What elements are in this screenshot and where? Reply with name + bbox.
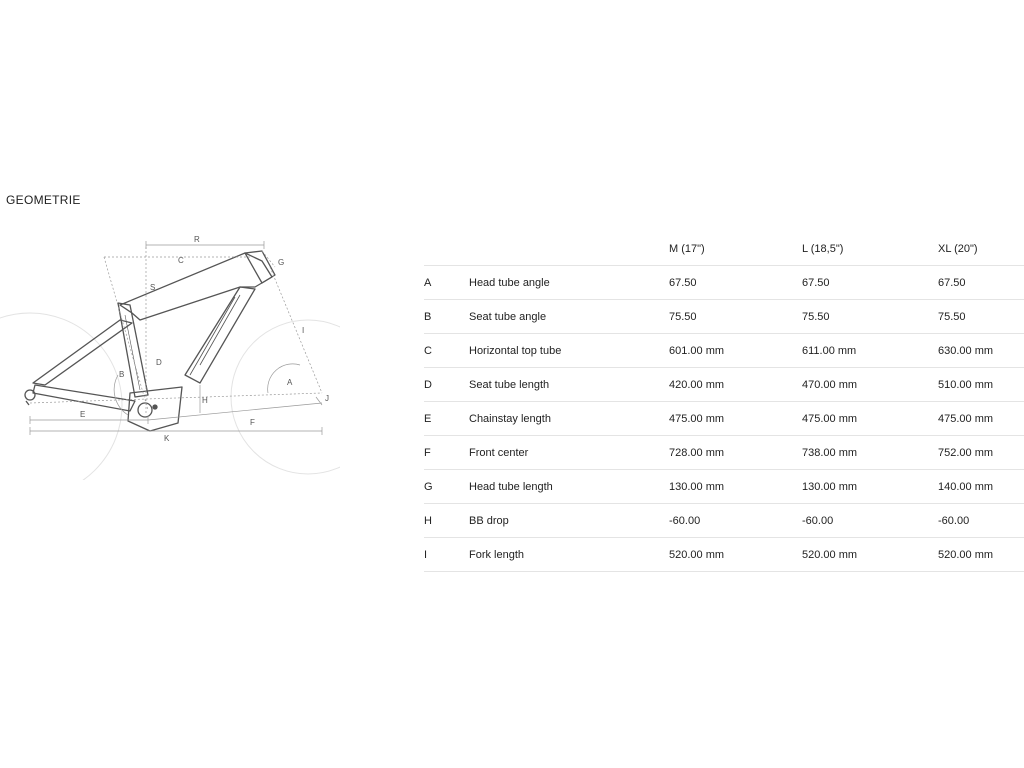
row-name: BB drop [469, 504, 669, 538]
row-value-xl: 140.00 mm [938, 470, 1024, 504]
row-value-m: 75.50 [669, 300, 802, 334]
dimension-lines [30, 241, 322, 435]
header-size-m: M (17") [669, 233, 802, 266]
row-value-xl: 75.50 [938, 300, 1024, 334]
front-wheel [231, 320, 340, 474]
label-h: H [202, 396, 208, 405]
row-name: Front center [469, 436, 669, 470]
header-name [469, 233, 669, 266]
geometry-table [424, 233, 1024, 572]
row-code: A [424, 266, 469, 300]
table-row [424, 266, 1024, 300]
table-row [424, 470, 1024, 504]
row-value-xl: 475.00 mm [938, 402, 1024, 436]
row-value-xl: 67.50 [938, 266, 1024, 300]
row-value-xl: 510.00 mm [938, 368, 1024, 402]
table-row [424, 300, 1024, 334]
row-value-xl: 630.00 mm [938, 334, 1024, 368]
row-name: Chainstay length [469, 402, 669, 436]
row-value-l: 470.00 mm [802, 368, 938, 402]
row-value-l: 475.00 mm [802, 402, 938, 436]
row-code: I [424, 538, 469, 572]
header-size-l: L (18,5") [802, 233, 938, 266]
row-value-l: 738.00 mm [802, 436, 938, 470]
table-row [424, 436, 1024, 470]
label-r: R [194, 235, 200, 244]
label-k: K [164, 434, 170, 443]
bottom-bracket [138, 403, 152, 417]
rear-dropout [25, 390, 35, 400]
row-name: Horizontal top tube [469, 334, 669, 368]
row-value-m: -60.00 [669, 504, 802, 538]
rear-dropout-arm [26, 401, 29, 405]
row-name: Head tube angle [469, 266, 669, 300]
row-code: D [424, 368, 469, 402]
bb-center [153, 405, 157, 409]
row-value-m: 475.00 mm [669, 402, 802, 436]
row-code: E [424, 402, 469, 436]
row-value-l: 611.00 mm [802, 334, 938, 368]
table-header-row [424, 233, 1024, 266]
row-value-m: 728.00 mm [669, 436, 802, 470]
frame-diagram-svg [0, 225, 340, 480]
row-value-xl: -60.00 [938, 504, 1024, 538]
section-title: GEOMETRIE [6, 193, 81, 207]
row-value-l: 67.50 [802, 266, 938, 300]
label-g: G [278, 258, 285, 267]
row-name: Seat tube length [469, 368, 669, 402]
label-d: D [156, 358, 162, 367]
label-b: B [119, 370, 125, 379]
label-j: J [325, 394, 329, 403]
row-value-xl: 520.00 mm [938, 538, 1024, 572]
label-e: E [80, 410, 86, 419]
row-name: Head tube length [469, 470, 669, 504]
row-code: B [424, 300, 469, 334]
row-value-xl: 752.00 mm [938, 436, 1024, 470]
table-row [424, 538, 1024, 572]
row-value-m: 130.00 mm [669, 470, 802, 504]
label-f: F [250, 418, 255, 427]
label-c: C [178, 256, 184, 265]
seat-tube [118, 303, 148, 397]
geometry-diagram [0, 225, 340, 480]
header-size-xl: XL (20") [938, 233, 1024, 266]
table-row [424, 334, 1024, 368]
row-code: F [424, 436, 469, 470]
row-value-m: 67.50 [669, 266, 802, 300]
row-value-m: 520.00 mm [669, 538, 802, 572]
row-code: C [424, 334, 469, 368]
row-code: G [424, 470, 469, 504]
label-a: A [287, 378, 293, 387]
row-name: Seat tube angle [469, 300, 669, 334]
bike-frame [25, 251, 275, 431]
down-tube-slot [190, 295, 240, 375]
row-value-l: 520.00 mm [802, 538, 938, 572]
table-row [424, 368, 1024, 402]
row-value-m: 420.00 mm [669, 368, 802, 402]
row-value-l: 75.50 [802, 300, 938, 334]
table-row [424, 402, 1024, 436]
label-s: S [150, 283, 156, 292]
table-row [424, 504, 1024, 538]
row-value-l: 130.00 mm [802, 470, 938, 504]
row-code: H [424, 504, 469, 538]
row-value-l: -60.00 [802, 504, 938, 538]
row-name: Fork length [469, 538, 669, 572]
label-i: I [302, 326, 305, 335]
row-value-m: 601.00 mm [669, 334, 802, 368]
top-tube [120, 253, 272, 320]
header-code [424, 233, 469, 266]
